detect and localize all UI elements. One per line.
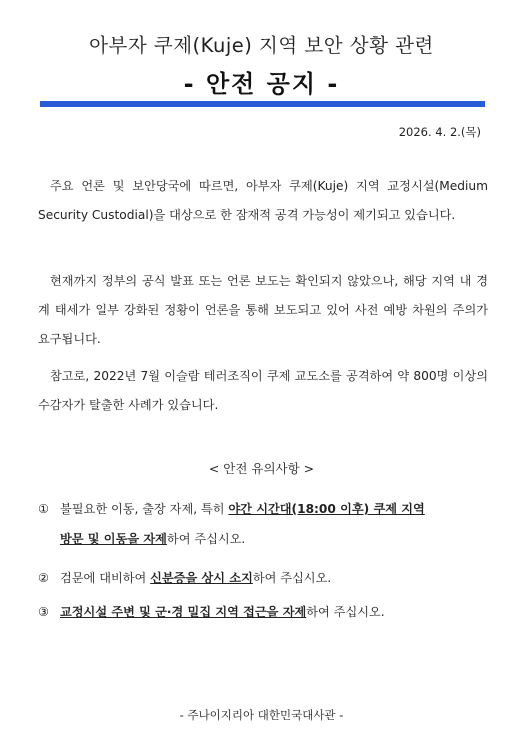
item-2-post: 하여 주십시오. bbox=[252, 571, 332, 585]
paragraph-3 bbox=[38, 362, 488, 420]
item-1-pre: 불필요한 이동, 출장 자제, 특히 bbox=[60, 502, 229, 516]
title-divider bbox=[40, 101, 485, 107]
safety-section-title: < 안전 유의사항 > bbox=[208, 461, 315, 476]
item-1-emphasis-2: 방문 및 이동을 자제 bbox=[60, 532, 167, 546]
item-2-pre: 검문에 대비하여 bbox=[60, 571, 151, 585]
item-number: ③ bbox=[38, 605, 49, 619]
item-3-post: 하여 주십시오. bbox=[306, 605, 385, 619]
item-number: ② bbox=[38, 571, 49, 585]
paragraph-2 bbox=[38, 267, 488, 354]
paragraph-3-text: 참고로, 2022년 7월 이슬람 테러조직이 쿠제 교도소를 공격하여 약 800명 이상의 수감자가 탈출한 사례가 있습니다. bbox=[38, 369, 488, 412]
safety-item-3 bbox=[38, 597, 490, 627]
item-1-emphasis-1: 야간 시간대(18:00 이후) 쿠제 지역 bbox=[228, 502, 425, 516]
item-2-emphasis: 신분증을 상시 소지 bbox=[150, 571, 253, 585]
notice-date: 2026. 4. 2.(목) bbox=[398, 125, 481, 139]
paragraph-1 bbox=[38, 172, 488, 230]
item-1-continuation bbox=[38, 524, 490, 554]
notice-title: 아부자 쿠제(Kuje) 지역 보안 상황 관련 bbox=[89, 34, 434, 57]
item-number: ① bbox=[38, 502, 49, 516]
item-1-post: 하여 주십시오. bbox=[166, 532, 246, 546]
notice-subtitle: - 안전 공지 - bbox=[183, 70, 340, 98]
safety-item-2 bbox=[38, 563, 490, 593]
safety-item-1 bbox=[38, 494, 490, 554]
paragraph-1-text: 주요 언론 및 보안당국에 따르면, 아부자 쿠제(Kuje) 지역 교정시설(Medium Security Custodial)을 대상으로 한 잠재적 공격 가능성이 제기되고 있습니다. bbox=[38, 179, 488, 222]
embassy-signature: - 주나이지리아 대한민국대사관 - bbox=[179, 708, 344, 722]
item-3-emphasis: 교정시설 주변 및 군·경 밀집 지역 접근을 자제 bbox=[60, 605, 307, 619]
paragraph-2-text: 현재까지 정부의 공식 발표 또는 언론 보도는 확인되지 않았으나, 해당 지역 내 경계 태세가 일부 강화된 정황이 언론을 통해 보도되고 있어 사전 예방 차원의 주의가 요구됩니다. bbox=[38, 274, 488, 346]
